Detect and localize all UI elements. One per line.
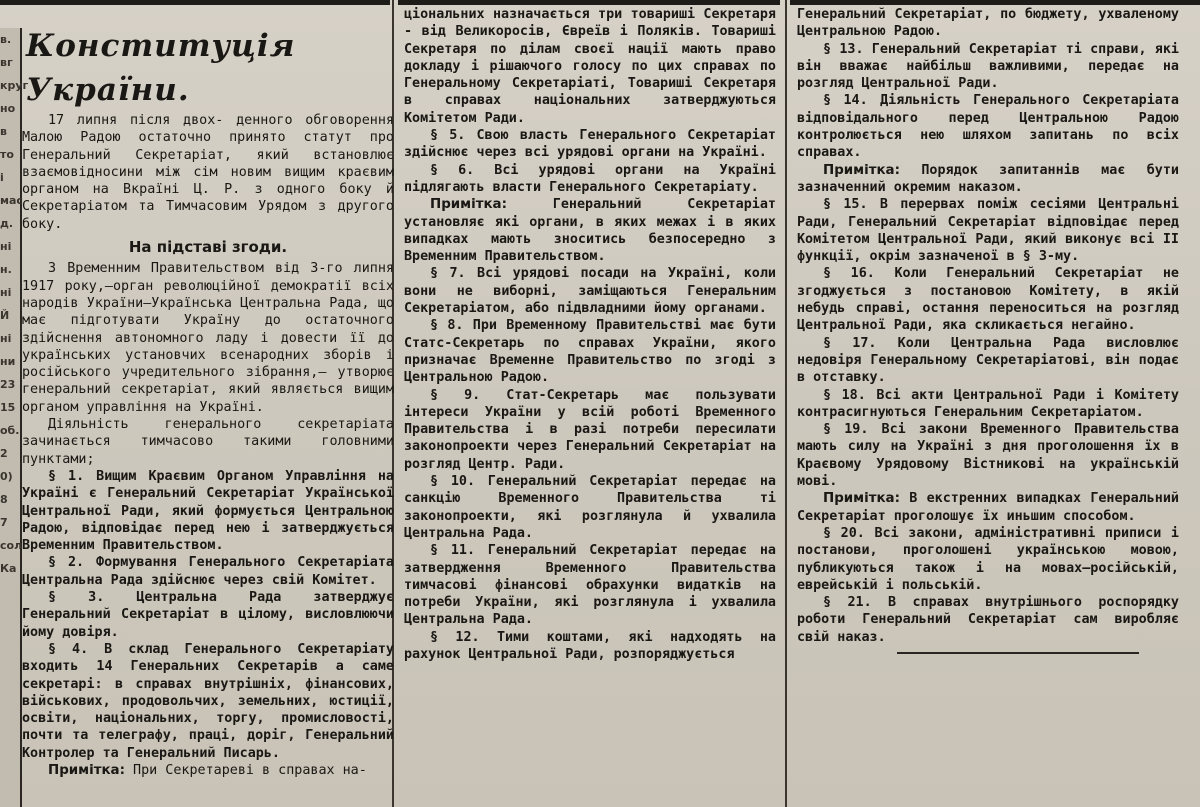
section-6: § 6. Всі урядові органи на Україні підлягають власти Генерального Секретаріату.	[404, 162, 776, 195]
section-3: § 3. Центральна Рада затверджує Генеральний Секретаріат в цілому, висловлюючи йому довіря.	[22, 590, 394, 640]
section-12: § 12. Тими коштами, які надходять на рахунок Центральної Ради, розпоряджується	[404, 629, 776, 662]
section-13: § 13. Генеральний Секретаріат ті справи, які він вважає найбільш важливими, передає на розгляд Центральної Ради.	[797, 41, 1179, 92]
note-text: Генеральний Секретаріат установляє які органи, в яких межах і в яких випадках мають зноситись безпосередно з Временним Правительством.	[404, 197, 776, 265]
article-column-3	[797, 6, 1179, 806]
section-19: § 19. Всі закони Временного Правительства мають силу на Україні з дня проголошення їх в Краєвому Урядовому Вістникові на українській мові.	[797, 422, 1179, 490]
note	[797, 490, 1179, 525]
note-text: В екстренних випадках Генеральний Секретаріат проголошує їх иньшим способом.	[797, 491, 1179, 524]
strip-text: Ка	[0, 562, 17, 575]
strip-text: мас	[0, 194, 23, 207]
article-title: Конституція України.	[26, 28, 296, 108]
column-rule	[785, 0, 787, 807]
strip-text: об.	[0, 424, 20, 437]
strip-text: сол	[0, 539, 23, 552]
strip-text: 7	[0, 516, 8, 529]
section-9: § 9. Стат-Секретарь має пользувати інтереси України у всій роботі Временного Правительства і в разі потреби пересилати законопроекти через Генеральний Секретаріат на розгляд Центр. Ради.	[404, 387, 776, 472]
strip-text: 8	[0, 493, 8, 506]
note	[797, 162, 1179, 197]
strip-text: ни	[0, 355, 16, 368]
continuation-text: Генеральний Секретаріат, по бюджету, ухваленому Центральною Радою.	[797, 7, 1179, 40]
adjacent-page-strip	[0, 28, 29, 807]
paragraph: З Временним Правительством від 3-го липня 1917 року,—орган революційної демократії всіх народів України—Українська Центральна Рада, що має підготувати Україну до остаточного здійснення автономного ладу і довести її до українських установчих всенародних зборів і російського учредительного зібрання,— утворює генеральний секретаріат, який являється вищим органом управління на Україні.	[22, 261, 394, 415]
strip-text: в	[0, 125, 7, 138]
article-column-1	[22, 6, 394, 806]
strip-text: 15	[0, 401, 16, 414]
top-rule	[0, 0, 390, 5]
strip-text: 0)	[0, 470, 13, 483]
section-10: § 10. Генеральний Секретаріат передає на санкцію Временного Правительства ті законопроекти, які розглянула й ухвалила Центральна Рада.	[404, 474, 776, 541]
strip-text: ні	[0, 240, 12, 253]
section-20: § 20. Всі закони, адміністративні приписи і постанови, проголошені українською мовою, публикуються також і на мовах—російській, еврейській і польській.	[797, 525, 1179, 593]
note-text: Порядок запитаннів має бути зазначенний окремим наказом.	[797, 162, 1179, 195]
strip-text: 2	[0, 447, 8, 460]
section-11: § 11. Генеральний Секретаріат передає на затвердження Временного Правительства тимчасові фінансові обрахунки видатків на потреби України, які розглянула і ухвалила Центральна Рада.	[404, 543, 776, 628]
article-column-2	[404, 6, 776, 806]
section-17: § 17. Коли Центральна Рада висловлює недовіря Генеральному Секретаріатові, він подає в отставку.	[797, 335, 1179, 386]
section-heading: На підставі згоди.	[128, 238, 288, 257]
strip-text: ні	[0, 286, 12, 299]
note-label: Примітка:	[430, 197, 507, 213]
strip-text: 23	[0, 378, 16, 391]
article-intro: 17 липня після двох- денного обговорення Малою Радою остаточно принято статут про Генеральний Секретаріат, який встановлює взаємовідносини між сім новим вищим краєвим органом на Вкраїні Ц. Р. з одного боку й Секретаріатом та Тимчасовим Урядом з другого боку.	[22, 113, 394, 232]
section-18: § 18. Всі акти Центральної Ради і Комітету контрасигнуються Генеральним Секретаріатом.	[797, 387, 1179, 420]
section-5: § 5. Свою власть Генерального Секретаріат здійснює через всі урядові органи на Україні.	[404, 128, 776, 161]
strip-text: Й	[0, 309, 10, 322]
strip-text: то	[0, 148, 14, 161]
top-rule	[790, 0, 1200, 5]
strip-text: д.	[0, 217, 14, 230]
paragraph: Діяльність генерального секретаріата зачинається тимчасово такими головними пунктами;	[22, 417, 394, 467]
strip-text: но	[0, 102, 16, 115]
strip-text: і	[0, 171, 4, 184]
note-label: Примітка:	[823, 162, 900, 178]
note	[404, 196, 776, 265]
section-15: § 15. В перервах поміж сесіями Центральні Ради, Генеральний Секретаріат відповідає перед Комітетом Центральної Ради, який виконує всі II функції, окрім зазначеної в § 3-му.	[797, 197, 1179, 265]
note-text: При Секретареві в справах на-	[133, 762, 367, 778]
note	[22, 762, 394, 779]
section-7: § 7. Всі урядові посади на Україні, коли вони не виборні, заміщаються Генеральним Секретаріатом, або підвладними йому органами.	[404, 266, 776, 317]
note-label: Примітка:	[48, 762, 125, 778]
section-1: § 1. Вищим Краєвим Органом Управління на Україні є Генеральний Секретаріат Української Центральної Ради, який формується Центральною Радою, відповідає перед нею і затверджується Временним Правительством.	[22, 468, 394, 554]
section-8: § 8. При Временному Правительстві має бути Статс-Секретарь по справах України, якого призначає Временне Правительство по згоді з Центральною Радою.	[404, 318, 776, 386]
strip-text: ні	[0, 332, 12, 345]
strip-text: н.	[0, 263, 12, 276]
strip-text: вг	[0, 56, 13, 69]
section-14: § 14. Діяльність Генерального Секретаріата відповідального перед Центральною Радою контролюється нею шляхом запитань по всіх справах.	[797, 93, 1179, 161]
top-rule	[398, 0, 780, 5]
end-rule	[897, 652, 1139, 654]
strip-text: в.	[0, 33, 12, 46]
note-label: Примітка:	[823, 491, 900, 507]
section-16: § 16. Коли Генеральний Секретаріат не згоджується з постановою Комітету, в якій небудь справі, остання переноситься на розгляд Центральної Ради, яка скликається негайно.	[797, 266, 1179, 334]
section-4: § 4. В склад Генерального Секретаріату входить 14 Генеральних Секретарів а саме секретарі: в справах внутрішніх, фінансових, військових, продовольчих, земельних, юстиції, освіти, національних, торгу, промисловості, почти та телеграфу, праці, доріг, Генеральний Контролер та Генеральний Писарь.	[22, 641, 394, 761]
continuation-text: ціональних назначається три товариші Секретаря - від Великоросів, Євреїв і Поляків. Товариші Секретаря по ділам своєї нації мають право докладу і рішаючого голосу по цих справах по Генеральному Секретаріаті, Товариші Секретаря в справах національних затверджуються Комітетом Ради.	[404, 7, 776, 126]
section-21: § 21. В справах внутрішнього роспорядку роботи Генеральний Секретаріат сам виробляє свій наказ.	[797, 595, 1179, 645]
strip-text: круг	[0, 79, 29, 92]
section-2: § 2. Формування Генерального Секретаріата Центральна Рада здійснює через свій Комітет.	[22, 555, 394, 588]
